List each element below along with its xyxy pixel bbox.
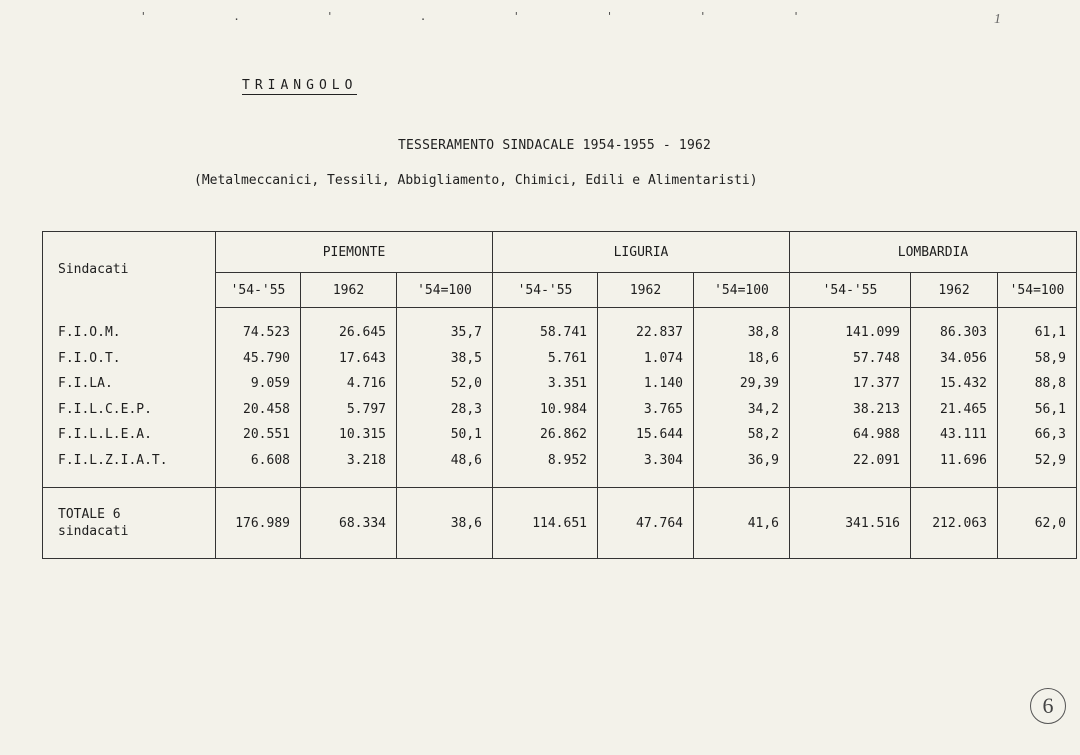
- union-name: F.I.L.Z.I.A.T.: [43, 448, 216, 474]
- subheader-liguria-index: '54=100: [694, 273, 790, 308]
- table-cell: 38,5: [397, 346, 493, 372]
- table-cell: 1.140: [598, 371, 694, 397]
- document-subtitle: (Metalmeccanici, Tessili, Abbigliamento, Chimici, Edili e Alimentaristi): [194, 173, 758, 188]
- union-name: F.I.O.M.: [43, 320, 216, 346]
- total-label: [43, 488, 216, 559]
- total-cell: 114.651: [493, 488, 598, 559]
- table-row: [43, 422, 1077, 448]
- page-stamp: 6: [1030, 688, 1066, 724]
- region-piemonte: PIEMONTE: [216, 232, 493, 273]
- union-name: F.I.O.T.: [43, 346, 216, 372]
- table-cell: 22.091: [790, 448, 911, 474]
- table-cell: 4.716: [301, 371, 397, 397]
- table-cell: 20.458: [216, 397, 301, 423]
- table-cell: 34.056: [911, 346, 998, 372]
- table-cell: 58.741: [493, 320, 598, 346]
- total-cell: 47.764: [598, 488, 694, 559]
- document-title: TESSERAMENTO SINDACALE 1954-1955 - 1962: [398, 138, 712, 153]
- document-heading: TRIANGOLO: [242, 78, 358, 93]
- table-cell: 18,6: [694, 346, 790, 372]
- table-cell: 52,9: [998, 448, 1077, 474]
- table-cell: 86.303: [911, 320, 998, 346]
- total-cell: 341.516: [790, 488, 911, 559]
- table-row: [43, 346, 1077, 372]
- subheader-piemonte-1962: 1962: [301, 273, 397, 308]
- table-cell: 48,6: [397, 448, 493, 474]
- table-cell: 74.523: [216, 320, 301, 346]
- table-cell: 10.315: [301, 422, 397, 448]
- table-cell: 20.551: [216, 422, 301, 448]
- table-cell: 17.377: [790, 371, 911, 397]
- total-cell: 176.989: [216, 488, 301, 559]
- total-row: [43, 488, 1077, 559]
- table-row: [43, 320, 1077, 346]
- table-cell: 5.797: [301, 397, 397, 423]
- total-label-line1: TOTALE 6: [58, 507, 121, 522]
- table-cell: 3.218: [301, 448, 397, 474]
- table-cell: 141.099: [790, 320, 911, 346]
- table-cell: 61,1: [998, 320, 1077, 346]
- table-row: [43, 448, 1077, 474]
- table-cell: 17.643: [301, 346, 397, 372]
- table-cell: 22.837: [598, 320, 694, 346]
- union-name: F.I.L.C.E.P.: [43, 397, 216, 423]
- table-cell: 50,1: [397, 422, 493, 448]
- total-cell: 41,6: [694, 488, 790, 559]
- table-cell: 6.608: [216, 448, 301, 474]
- table-cell: 3.351: [493, 371, 598, 397]
- table-cell: 57.748: [790, 346, 911, 372]
- table-cell: 5.761: [493, 346, 598, 372]
- subheader-piemonte-index: '54=100: [397, 273, 493, 308]
- table-cell: 88,8: [998, 371, 1077, 397]
- table-cell: 43.111: [911, 422, 998, 448]
- total-cell: 62,0: [998, 488, 1077, 559]
- table-cell: 56,1: [998, 397, 1077, 423]
- header-sindacati: Sindacati: [43, 232, 216, 308]
- table-cell: 10.984: [493, 397, 598, 423]
- table-cell: 38.213: [790, 397, 911, 423]
- table-cell: 15.432: [911, 371, 998, 397]
- table-cell: 15.644: [598, 422, 694, 448]
- table-cell: 21.465: [911, 397, 998, 423]
- table-cell: 64.988: [790, 422, 911, 448]
- table-cell: 9.059: [216, 371, 301, 397]
- subheader-piemonte-5455: '54-'55: [216, 273, 301, 308]
- region-lombardia: LOMBARDIA: [790, 232, 1077, 273]
- subheader-lombardia-5455: '54-'55: [790, 273, 911, 308]
- subheader-liguria-1962: 1962: [598, 273, 694, 308]
- table-cell: 35,7: [397, 320, 493, 346]
- total-label-line2: sindacati: [58, 524, 129, 539]
- table-cell: 8.952: [493, 448, 598, 474]
- total-cell: 212.063: [911, 488, 998, 559]
- table-cell: 26.645: [301, 320, 397, 346]
- table-cell: 1.074: [598, 346, 694, 372]
- table-cell: 36,9: [694, 448, 790, 474]
- table-cell: 28,3: [397, 397, 493, 423]
- subheader-lombardia-index: '54=100: [998, 273, 1077, 308]
- total-cell: 68.334: [301, 488, 397, 559]
- table-cell: 52,0: [397, 371, 493, 397]
- region-liguria: LIGURIA: [493, 232, 790, 273]
- table-cell: 38,8: [694, 320, 790, 346]
- union-name: F.I.LA.: [43, 371, 216, 397]
- table-cell: 26.862: [493, 422, 598, 448]
- page-number: 1: [994, 12, 1001, 27]
- top-marks: ' . ' . ' ' ' ': [140, 10, 840, 23]
- subheader-liguria-5455: '54-'55: [493, 273, 598, 308]
- table-row: [43, 397, 1077, 423]
- subheader-lombardia-1962: 1962: [911, 273, 998, 308]
- union-name: F.I.L.L.E.A.: [43, 422, 216, 448]
- table-row: [43, 371, 1077, 397]
- table-cell: 3.304: [598, 448, 694, 474]
- table-cell: 29,39: [694, 371, 790, 397]
- table-cell: 11.696: [911, 448, 998, 474]
- table-cell: 58,9: [998, 346, 1077, 372]
- table-cell: 3.765: [598, 397, 694, 423]
- table-cell: 34,2: [694, 397, 790, 423]
- table-cell: 45.790: [216, 346, 301, 372]
- total-cell: 38,6: [397, 488, 493, 559]
- table-cell: 58,2: [694, 422, 790, 448]
- membership-table: [42, 231, 1077, 559]
- table-cell: 66,3: [998, 422, 1077, 448]
